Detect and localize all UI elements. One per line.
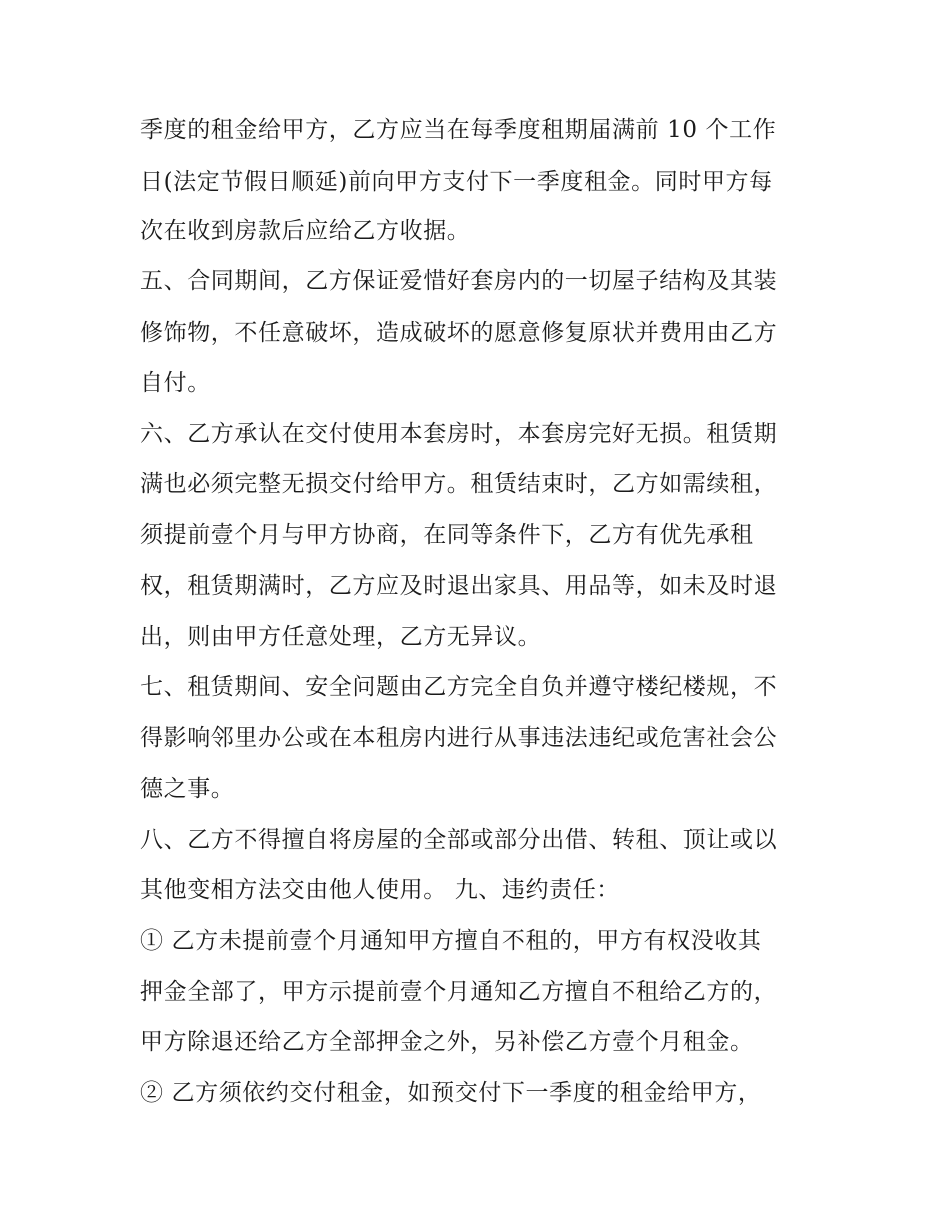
text-line: 季度的租金给甲方，乙方应当在每季度租期届满前 10 个工作 (140, 117, 777, 143)
text-line: 其他变相方法交由他人使用。 九、违约责任： (140, 877, 620, 903)
text-line: 七、租赁期间、安全问题由乙方完全自负并遵守楼纪楼规，不 (140, 674, 778, 700)
text-line: 出，则由甲方任意处理，乙方无异议。 (140, 624, 542, 650)
text-line: 甲方除退还给乙方全部押金之外，另补偿乙方壹个月租金。 (140, 1029, 754, 1055)
text-line: 得影响邻里办公或在本租房内进行从事违法违纪或危害社会公 (140, 725, 778, 751)
text-line: 八、乙方不得擅自将房屋的全部或部分出借、转租、顶让或以 (140, 827, 778, 853)
text-line: 六、乙方承认在交付使用本套房时，本套房完好无损。租赁期 (140, 421, 778, 447)
text-line: ① 乙方未提前壹个月通知甲方擅自不租的，甲方有权没收其 (140, 928, 762, 954)
text-line: 修饰物，不任意破坏，造成破坏的愿意修复原状并费用由乙方 (140, 320, 778, 346)
text-line: 自付。 (140, 370, 211, 396)
text-line: 次在收到房款后应给乙方收据。 (140, 218, 471, 244)
text-line: ② 乙方须依约交付租金，如预交付下一季度的租金给甲方， (140, 1080, 762, 1106)
text-line: 权，租赁期满时，乙方应及时退出家具、用品等，如未及时退 (140, 573, 778, 599)
text-line: 日(法定节假日顺延)前向甲方支付下一季度租金。同时甲方每 (140, 169, 773, 195)
text-line: 满也必须完整无损交付给甲方。租赁结束时，乙方如需续租， (140, 471, 778, 497)
text-line: 押金全部了，甲方示提前壹个月通知乙方擅自不租给乙方的， (140, 979, 778, 1005)
text-line: 五、合同期间，乙方保证爱惜好套房内的一切屋子结构及其装 (140, 268, 778, 294)
text-line: 须提前壹个月与甲方协商，在同等条件下，乙方有优先承租 (140, 522, 754, 548)
text-line: 德之事。 (140, 776, 235, 802)
